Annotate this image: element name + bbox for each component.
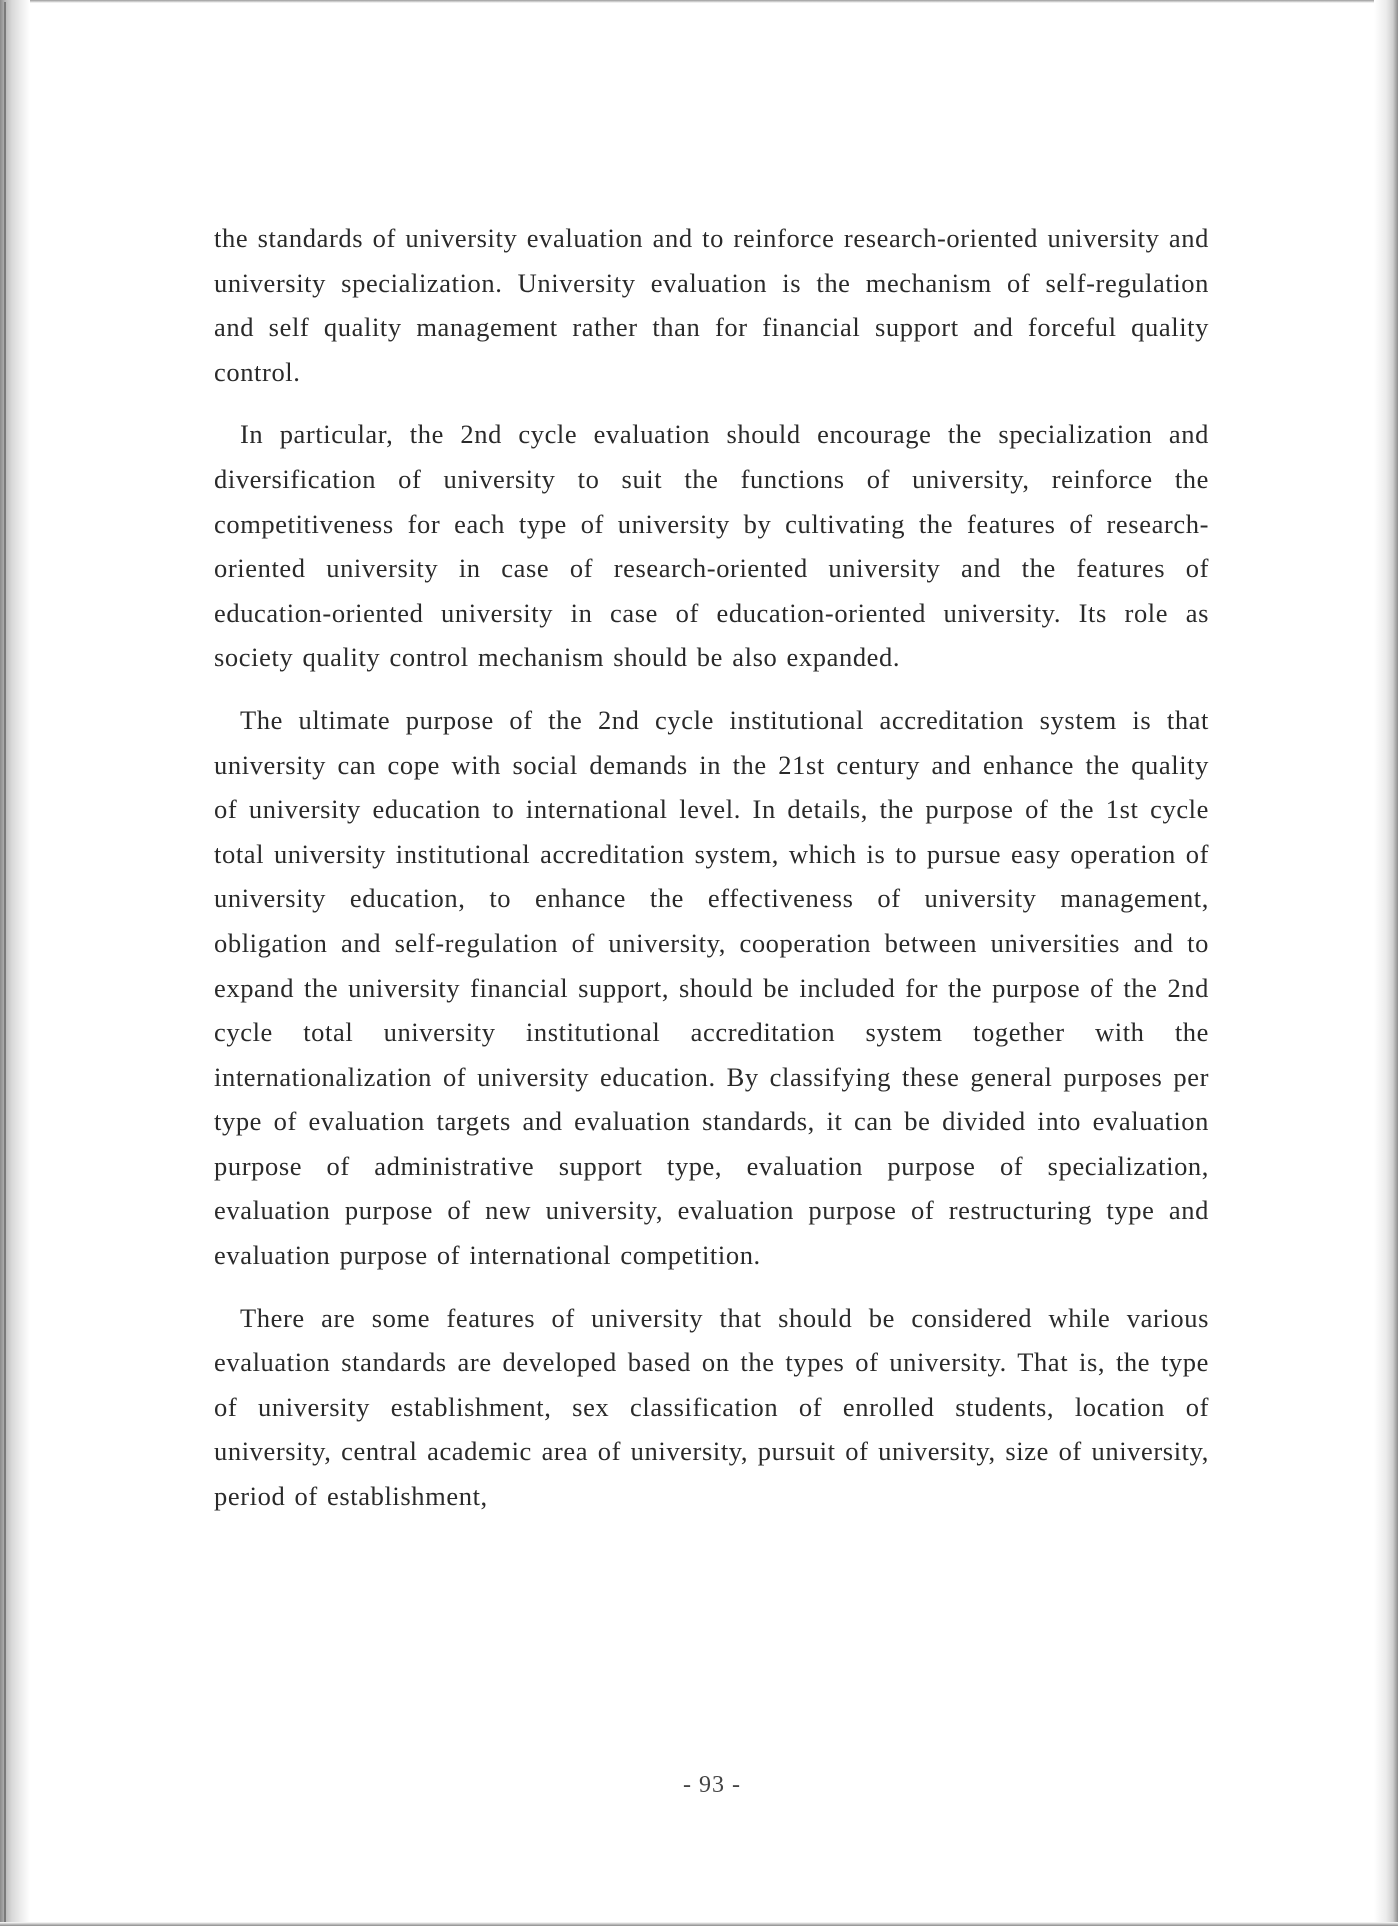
page-top-edge xyxy=(0,0,1398,3)
page-right-edge-shadow xyxy=(1374,0,1398,1926)
paragraph-second-cycle-evaluation: In particular, the 2nd cycle evaluation should encourage the specialization and diversification of university to suit the functions of university, reinforce the competitiveness for each type of university by cultivating the features of research-oriented university in case of research-oriented university and the features of education-oriented university in case of education-oriented university. Its role as society quality control mechanism should be also expanded. xyxy=(214,419,1209,673)
paragraph-university-features: There are some features of university that should be considered while various evaluation standards are developed based on the types of university. That is, the type of university establishment, sex classification of enrolled students, location of university, central academic area of university, pursuit of university, size of university, period of establishment, xyxy=(214,1302,1209,1512)
body-text xyxy=(214,216,1209,1537)
page-number: - 93 - xyxy=(683,1772,741,1798)
paragraph-ultimate-purpose: The ultimate purpose of the 2nd cycle institutional accreditation system is that university can cope with social demands in the 21st century and enhance the quality of university education to international level. In details, the purpose of the 1st cycle total university institutional accreditation system, which is to pursue easy operation of university education, to enhance the effectiveness of university management, obligation and self-regulation of university, cooperation between universities and to expand the university financial support, should be included for the purpose of the 2nd cycle total university institutional accreditation system together with the internationalization of university education. By classifying these general purposes per type of evaluation targets and evaluation standards, it can be divided into evaluation purpose of administrative support type, evaluation purpose of specialization, evaluation purpose of new university, evaluation purpose of restructuring type and evaluation purpose of international competition. xyxy=(214,704,1209,1271)
paragraph-continuation: the standards of university evaluation and to reinforce research-oriented university and university specialization. University evaluation is the mechanism of self-regulation and self quality management rather than for financial support and forceful quality control. xyxy=(214,223,1209,387)
page-bottom-edge xyxy=(0,1922,1398,1926)
book-spine-edge xyxy=(4,2,6,1922)
